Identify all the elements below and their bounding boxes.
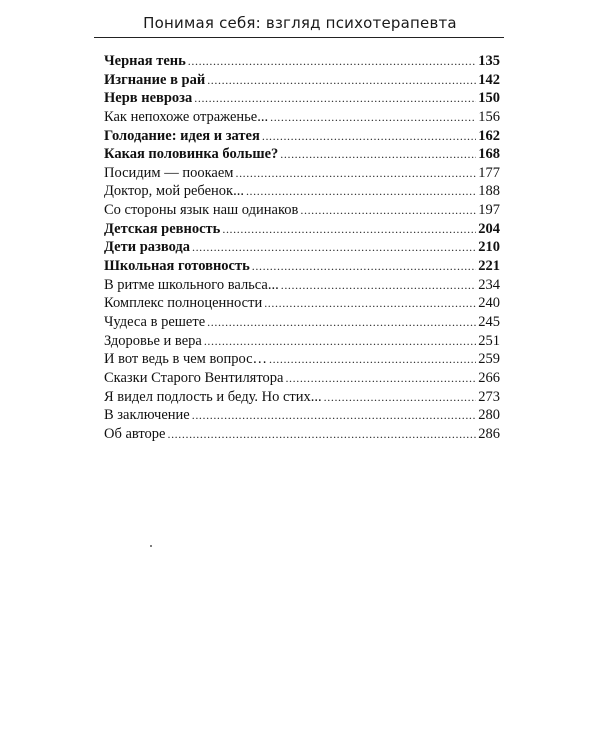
toc-entry-title: В заключение — [104, 407, 190, 424]
toc-entry-title: Здоровье и вера — [104, 332, 202, 349]
toc-entry — [104, 350, 500, 369]
toc-entry-page: 156 — [478, 108, 500, 125]
toc-entry-page: 162 — [478, 127, 500, 144]
toc-entry — [104, 201, 500, 220]
toc-entry — [104, 388, 500, 407]
toc-entry-title: Изгнание в рай — [104, 71, 206, 88]
toc-dot-leader — [252, 257, 476, 276]
print-speck — [150, 545, 152, 547]
toc-entry — [104, 89, 500, 108]
toc-entry-title: Какая половинка больше? — [104, 146, 279, 163]
toc-entry — [104, 164, 500, 183]
toc-entry-title: Я видел подлость и беду. Но стих... — [104, 388, 322, 405]
toc-entry-page: 150 — [478, 90, 500, 107]
toc-entry-title: Черная тень — [104, 53, 186, 69]
toc-dot-leader — [192, 238, 476, 257]
toc-dot-leader — [264, 294, 476, 313]
toc-entry — [104, 108, 500, 127]
toc-dot-leader — [269, 350, 476, 369]
toc-entry-page: 210 — [478, 239, 500, 256]
toc-entry-page: 234 — [478, 276, 500, 293]
toc-dot-leader — [262, 127, 476, 146]
toc-dot-leader — [207, 71, 476, 90]
toc-entry — [104, 145, 500, 164]
toc-dot-leader — [281, 276, 477, 295]
toc-entry — [104, 52, 500, 71]
toc-entry — [104, 257, 500, 276]
toc-entry — [104, 276, 500, 295]
toc-entry-page: 266 — [478, 369, 500, 386]
toc-entry-title: Посидим — поокаем — [104, 164, 234, 181]
toc-entry-page: 188 — [478, 183, 500, 200]
toc-entry-title: Доктор, мой ребенок... — [104, 183, 244, 200]
toc-entry-page: 135 — [478, 53, 500, 69]
table-of-contents — [104, 52, 500, 443]
toc-entry-title: Как непохоже отраженье... — [104, 108, 269, 125]
toc-dot-leader — [270, 108, 476, 127]
toc-entry-page: 245 — [478, 313, 500, 330]
toc-dot-leader — [222, 220, 476, 239]
toc-entry — [104, 182, 500, 201]
toc-dot-leader — [194, 89, 476, 108]
toc-entry — [104, 238, 500, 257]
toc-dot-leader — [280, 145, 476, 164]
toc-entry-title: Нерв невроза — [104, 90, 193, 107]
toc-entry — [104, 71, 500, 90]
toc-dot-leader — [167, 425, 476, 444]
toc-entry-page: 240 — [478, 295, 500, 312]
toc-dot-leader — [235, 164, 476, 183]
toc-dot-leader — [188, 52, 476, 71]
toc-entry-page: 221 — [478, 258, 500, 275]
toc-entry-title: Сказки Старого Вентилятора — [104, 369, 284, 386]
toc-entry-title: Дети развода — [104, 239, 190, 256]
toc-dot-leader — [192, 406, 477, 425]
running-head-title: Понимая себя: взгляд психотерапевта — [143, 14, 457, 32]
toc-entry-page: 286 — [478, 425, 500, 442]
toc-entry — [104, 369, 500, 388]
toc-entry-title: Об авторе — [104, 425, 166, 442]
toc-entry-page: 177 — [478, 164, 500, 181]
toc-entry — [104, 127, 500, 146]
toc-dot-leader — [324, 388, 477, 407]
toc-entry — [104, 294, 500, 313]
toc-dot-leader — [246, 182, 476, 201]
toc-dot-leader — [207, 313, 476, 332]
toc-entry-page: 259 — [478, 351, 500, 368]
toc-entry — [104, 332, 500, 351]
toc-dot-leader — [300, 201, 476, 220]
toc-entry-page: 168 — [478, 146, 500, 163]
toc-entry-title: Со стороны язык наш одинаков — [104, 202, 299, 219]
toc-entry — [104, 406, 500, 425]
header-rule — [94, 37, 504, 38]
toc-entry-page: 142 — [478, 71, 500, 88]
toc-entry-title: В ритме школьного вальса... — [104, 276, 279, 293]
toc-entry-title: Чудеса в решете — [104, 313, 206, 330]
toc-entry-page: 204 — [478, 220, 500, 237]
toc-entry — [104, 425, 500, 444]
toc-entry-title: Школьная готовность — [104, 258, 250, 275]
toc-entry-title: И вот ведь в чем вопрос… — [104, 351, 268, 368]
toc-entry — [104, 220, 500, 239]
toc-entry-page: 280 — [478, 407, 500, 424]
toc-dot-leader — [204, 332, 476, 351]
toc-dot-leader — [285, 369, 476, 388]
toc-entry-page: 197 — [478, 202, 500, 219]
toc-entry-page: 273 — [478, 388, 500, 405]
toc-entry-title: Детская ревность — [104, 220, 221, 237]
toc-entry-title: Голодание: идея и затея — [104, 127, 260, 144]
toc-entry — [104, 313, 500, 332]
toc-entry-title: Комплекс полноценности — [104, 295, 263, 312]
toc-entry-page: 251 — [478, 332, 500, 349]
